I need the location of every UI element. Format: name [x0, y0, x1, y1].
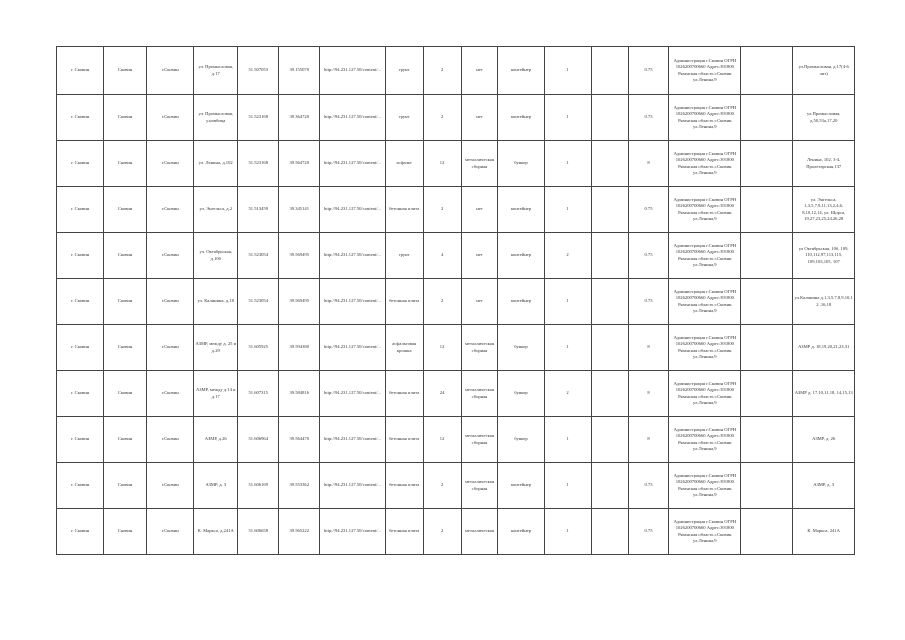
surface-cell: бетонная плита	[385, 371, 423, 417]
locality-cell: г.Сковин	[147, 233, 194, 279]
container-type-cell: контейнер	[498, 47, 544, 95]
address-cell: ул. Калинина, д.18	[194, 279, 238, 325]
fence-cell: металлическая	[461, 509, 498, 555]
area-cell: 12	[423, 141, 461, 187]
latitude-cell: 51.523168	[238, 95, 279, 141]
latitude-cell: 51.523168	[238, 141, 279, 187]
empty-cell	[591, 463, 628, 509]
district-cell: г. Сковин	[57, 371, 104, 417]
surface-cell: бетонная плита	[385, 187, 423, 233]
container-count-cell: 1	[544, 47, 591, 95]
longitude-cell: 39.364720	[279, 95, 320, 141]
locality-cell: г.Сковин	[147, 279, 194, 325]
served-objects-cell: ул Октябрьская, 10б, 109, 110,112,97,113,115, 109,103,105, 107	[793, 233, 855, 279]
surface-cell: бетонная плита	[385, 417, 423, 463]
settlement-cell: Сковин	[104, 325, 147, 371]
surface-cell: грунт	[385, 95, 423, 141]
container-count-cell: 1	[544, 141, 591, 187]
photo-link-cell: http://94.231.127.50/content/...	[320, 325, 386, 371]
served-objects-cell: АЗМР, д. 3	[793, 463, 855, 509]
served-objects-cell: ул.Промысловая, д.50,53а,17,20	[793, 95, 855, 141]
locality-cell: г.Сковин	[147, 325, 194, 371]
container-type-cell: бункер	[498, 325, 544, 371]
empty-cell-2	[741, 95, 793, 141]
surface-cell: асфальтовая крошка	[385, 325, 423, 371]
address-cell: ул. Октябрьская, д.10б	[194, 233, 238, 279]
empty-cell	[591, 47, 628, 95]
owner-cell: Администрация г.Сковин ОГРН 1026200700660 Адрес:391800 Рязанская область г.Сковин ул.Ленина,9	[669, 95, 741, 141]
empty-cell-2	[741, 509, 793, 555]
container-type-cell: контейнер	[498, 233, 544, 279]
locality-cell: г.Сковин	[147, 509, 194, 555]
locality-cell: г.Сковин	[147, 187, 194, 233]
empty-cell	[591, 233, 628, 279]
surface-cell: грунт	[385, 233, 423, 279]
address-cell: АЗМР, между д.14 и д.17	[194, 371, 238, 417]
served-objects-cell: К. Маркса, 241А	[793, 509, 855, 555]
district-cell: г. Сковин	[57, 141, 104, 187]
surface-cell: бетонная плита	[385, 463, 423, 509]
table-row	[57, 141, 855, 187]
volume-cell: 8	[628, 141, 669, 187]
settlement-cell: Сковин	[104, 463, 147, 509]
surface-cell: асфальт	[385, 141, 423, 187]
empty-cell-2	[741, 371, 793, 417]
empty-cell-2	[741, 279, 793, 325]
locality-cell: г.Сковин	[147, 141, 194, 187]
area-cell: 2	[423, 279, 461, 325]
district-cell: г. Сковин	[57, 509, 104, 555]
container-count-cell: 2	[544, 233, 591, 279]
volume-cell: 0.75	[628, 279, 669, 325]
area-cell: 12	[423, 325, 461, 371]
empty-cell	[591, 279, 628, 325]
address-cell: АЗМР, между д. 25 и д.29	[194, 325, 238, 371]
latitude-cell: 51.507053	[238, 47, 279, 95]
volume-cell: 0.75	[628, 463, 669, 509]
table-row	[57, 325, 855, 371]
district-cell: г. Сковин	[57, 95, 104, 141]
empty-cell	[591, 95, 628, 141]
fence-cell: металлическая сборная	[461, 463, 498, 509]
owner-cell: Администрация г.Сковин ОГРН 1026200700660 Адрес:391800 Рязанская область г.Сковин ул.Ленина,9	[669, 371, 741, 417]
volume-cell: 8	[628, 417, 669, 463]
served-objects-cell: ул.Промысловая, д.17(4-6 лит)	[793, 47, 855, 95]
empty-cell	[591, 417, 628, 463]
fence-cell: металлическая сборная	[461, 141, 498, 187]
volume-cell: 0.75	[628, 187, 669, 233]
served-objects-cell: ул. Энгельса, 1,3,5,7,9,11,13,2,4,6, 8,10,12,14, ул. Щорса, 19,27,23,25,24,26,28	[793, 187, 855, 233]
photo-link-cell: http://94.231.127.50/content/...	[320, 95, 386, 141]
district-cell: г. Сковин	[57, 463, 104, 509]
table-row	[57, 417, 855, 463]
locality-cell: г.Сковин	[147, 47, 194, 95]
waste-site-registry-table	[56, 46, 855, 555]
owner-cell: Администрация г.Сковин ОГРН 1026200700660 Адрес:391800 Рязанская область г.Сковин ул.Ленина,9	[669, 463, 741, 509]
settlement-cell: Сковин	[104, 509, 147, 555]
table-row	[57, 95, 855, 141]
photo-link-cell: http://94.231.127.50/content/...	[320, 279, 386, 325]
settlement-cell: Сковин	[104, 279, 147, 325]
table-row	[57, 371, 855, 417]
locality-cell: г.Сковин	[147, 371, 194, 417]
address-cell: ул. Энгельса, д.2	[194, 187, 238, 233]
owner-cell: Администрация г.Сковин ОГРН 1026200700660 Адрес:391800 Рязанская область г.Сковин ул.Ленина,9	[669, 417, 741, 463]
empty-cell-2	[741, 325, 793, 371]
photo-link-cell: http://94.231.127.50/content/...	[320, 141, 386, 187]
latitude-cell: 51.606964	[238, 417, 279, 463]
photo-link-cell: http://94.231.127.50/content/...	[320, 371, 386, 417]
container-count-cell: 1	[544, 463, 591, 509]
empty-cell	[591, 187, 628, 233]
latitude-cell: 51.607315	[238, 371, 279, 417]
longitude-cell: 39.594380	[279, 325, 320, 371]
longitude-cell: 39.345141	[279, 187, 320, 233]
settlement-cell: Сковин	[104, 141, 147, 187]
district-cell: г. Сковин	[57, 417, 104, 463]
latitude-cell: 51.606658	[238, 509, 279, 555]
longitude-cell: 39.565222	[279, 509, 320, 555]
table-row	[57, 233, 855, 279]
district-cell: г. Сковин	[57, 325, 104, 371]
photo-link-cell: http://94.231.127.50/content/...	[320, 463, 386, 509]
table-row	[57, 279, 855, 325]
table-row	[57, 509, 855, 555]
volume-cell: 0.75	[628, 47, 669, 95]
table-row	[57, 463, 855, 509]
address-cell: АЗМР, д. 3	[194, 463, 238, 509]
empty-cell	[591, 141, 628, 187]
locality-cell: г.Сковин	[147, 463, 194, 509]
address-cell: АЗМР, д.26	[194, 417, 238, 463]
container-count-cell: 2	[544, 371, 591, 417]
empty-cell-2	[741, 47, 793, 95]
surface-cell: бетонная плита	[385, 509, 423, 555]
area-cell: 12	[423, 417, 461, 463]
volume-cell: 0.75	[628, 95, 669, 141]
locality-cell: г.Сковин	[147, 417, 194, 463]
locality-cell: г.Сковин	[147, 95, 194, 141]
area-cell: 2	[423, 187, 461, 233]
area-cell: 2	[423, 463, 461, 509]
owner-cell: Администрация г.Сковин ОГРН 1026200700660 Адрес:391800 Рязанская область г.Сковин ул.Ленина,9	[669, 279, 741, 325]
volume-cell: 8	[628, 325, 669, 371]
latitude-cell: 51.523054	[238, 233, 279, 279]
settlement-cell: Сковин	[104, 371, 147, 417]
address-cell: ул. Промысловая, у.новбица	[194, 95, 238, 141]
longitude-cell: 39.553362	[279, 463, 320, 509]
fence-cell: нет	[461, 95, 498, 141]
area-cell: 24	[423, 371, 461, 417]
container-type-cell: контейнер	[498, 509, 544, 555]
owner-cell: Администрация г.Сковин ОГРН 1026200700660 Адрес:391800 Рязанская область г.Сковин ул.Ленина,9	[669, 141, 741, 187]
empty-cell-2	[741, 141, 793, 187]
settlement-cell: Сковин	[104, 47, 147, 95]
surface-cell: грунт	[385, 47, 423, 95]
longitude-cell: 39.569495	[279, 279, 320, 325]
fence-cell: нет	[461, 279, 498, 325]
latitude-cell: 51.523054	[238, 279, 279, 325]
empty-cell	[591, 509, 628, 555]
surface-cell: бетонная плита	[385, 279, 423, 325]
area-cell: 2	[423, 509, 461, 555]
served-objects-cell: АЗМР д. 18,19,20,21,23,31	[793, 325, 855, 371]
latitude-cell: 51.513459	[238, 187, 279, 233]
empty-cell-2	[741, 417, 793, 463]
container-count-cell: 1	[544, 187, 591, 233]
container-count-cell: 1	[544, 509, 591, 555]
fence-cell: нет	[461, 233, 498, 279]
container-count-cell: 1	[544, 279, 591, 325]
container-count-cell: 1	[544, 417, 591, 463]
fence-cell: металлическая сборная	[461, 417, 498, 463]
owner-cell: Администрация г.Сковин ОГРН 1026200700660 Адрес:391800 Рязанская область г.Сковин ул.Ленина,9	[669, 187, 741, 233]
served-objects-cell: ул.Калинина д.1,3,5,7,8,9,10,1 2 ,16,18	[793, 279, 855, 325]
settlement-cell: Сковин	[104, 417, 147, 463]
longitude-cell: 39.569495	[279, 233, 320, 279]
owner-cell: Администрация г.Сковин ОГРН 1026200700660 Адрес:391800 Рязанская область г.Сковин ул.Ленина,9	[669, 47, 741, 95]
container-type-cell: контейнер	[498, 187, 544, 233]
volume-cell: 0.75	[628, 233, 669, 279]
address-cell: К. Маркса, д.241А	[194, 509, 238, 555]
served-objects-cell: Ленина, 102, 3-4, Пролетарская,137	[793, 141, 855, 187]
address-cell: ул. Промысловая, д.17	[194, 47, 238, 95]
area-cell: 4	[423, 233, 461, 279]
address-cell: ул. Ленина, д.102	[194, 141, 238, 187]
area-cell: 2	[423, 95, 461, 141]
district-cell: г. Сковин	[57, 47, 104, 95]
empty-cell-2	[741, 187, 793, 233]
container-type-cell: контейнер	[498, 95, 544, 141]
served-objects-cell: АЗМР д. 17,10,11,18, 14,15,13	[793, 371, 855, 417]
settlement-cell: Сковин	[104, 95, 147, 141]
empty-cell-2	[741, 463, 793, 509]
volume-cell: 0.75	[628, 509, 669, 555]
fence-cell: нет	[461, 47, 498, 95]
district-cell: г. Сковин	[57, 233, 104, 279]
settlement-cell: Сковин	[104, 233, 147, 279]
district-cell: г. Сковин	[57, 279, 104, 325]
container-type-cell: контейнер	[498, 279, 544, 325]
fence-cell: металлическая сборная	[461, 325, 498, 371]
empty-cell	[591, 325, 628, 371]
longitude-cell: 39.564720	[279, 141, 320, 187]
table-body	[57, 47, 855, 555]
container-type-cell: контейнер	[498, 463, 544, 509]
owner-cell: Администрация г.Сковин ОГРН 1026200700660 Адрес:391800 Рязанская область г.Сковин ул.Ленина,9	[669, 325, 741, 371]
photo-link-cell: http://94.231.127.50/content/...	[320, 509, 386, 555]
photo-link-cell: http://94.231.127.50/content/...	[320, 233, 386, 279]
area-cell: 2	[423, 47, 461, 95]
latitude-cell: 51.605925	[238, 325, 279, 371]
volume-cell: 8	[628, 371, 669, 417]
empty-cell-2	[741, 233, 793, 279]
latitude-cell: 51.606169	[238, 463, 279, 509]
longitude-cell: 39.564470	[279, 417, 320, 463]
table-row	[57, 47, 855, 95]
longitude-cell: 39.155070	[279, 47, 320, 95]
table-row	[57, 187, 855, 233]
container-type-cell: бункер	[498, 141, 544, 187]
owner-cell: Администрация г.Сковин ОГРН 1026200700660 Адрес:391800 Рязанская область г.Сковин ул.Ленина,9	[669, 509, 741, 555]
photo-link-cell: http://94.231.127.50/content/...	[320, 187, 386, 233]
container-type-cell: бункер	[498, 371, 544, 417]
district-cell: г. Сковин	[57, 187, 104, 233]
fence-cell: металлическая сборная	[461, 371, 498, 417]
served-objects-cell: АЗМР, д. 26	[793, 417, 855, 463]
container-type-cell: бункер	[498, 417, 544, 463]
owner-cell: Администрация г.Сковин ОГРН 1026200700660 Адрес:391800 Рязанская область г.Сковин ул.Ленина,9	[669, 233, 741, 279]
settlement-cell: Сковин	[104, 187, 147, 233]
container-count-cell: 1	[544, 325, 591, 371]
photo-link-cell: http://94.231.127.50/content/...	[320, 417, 386, 463]
longitude-cell: 39.584816	[279, 371, 320, 417]
container-count-cell: 1	[544, 95, 591, 141]
fence-cell: нет	[461, 187, 498, 233]
empty-cell	[591, 371, 628, 417]
photo-link-cell: http://94.231.127.50/content/...	[320, 47, 386, 95]
